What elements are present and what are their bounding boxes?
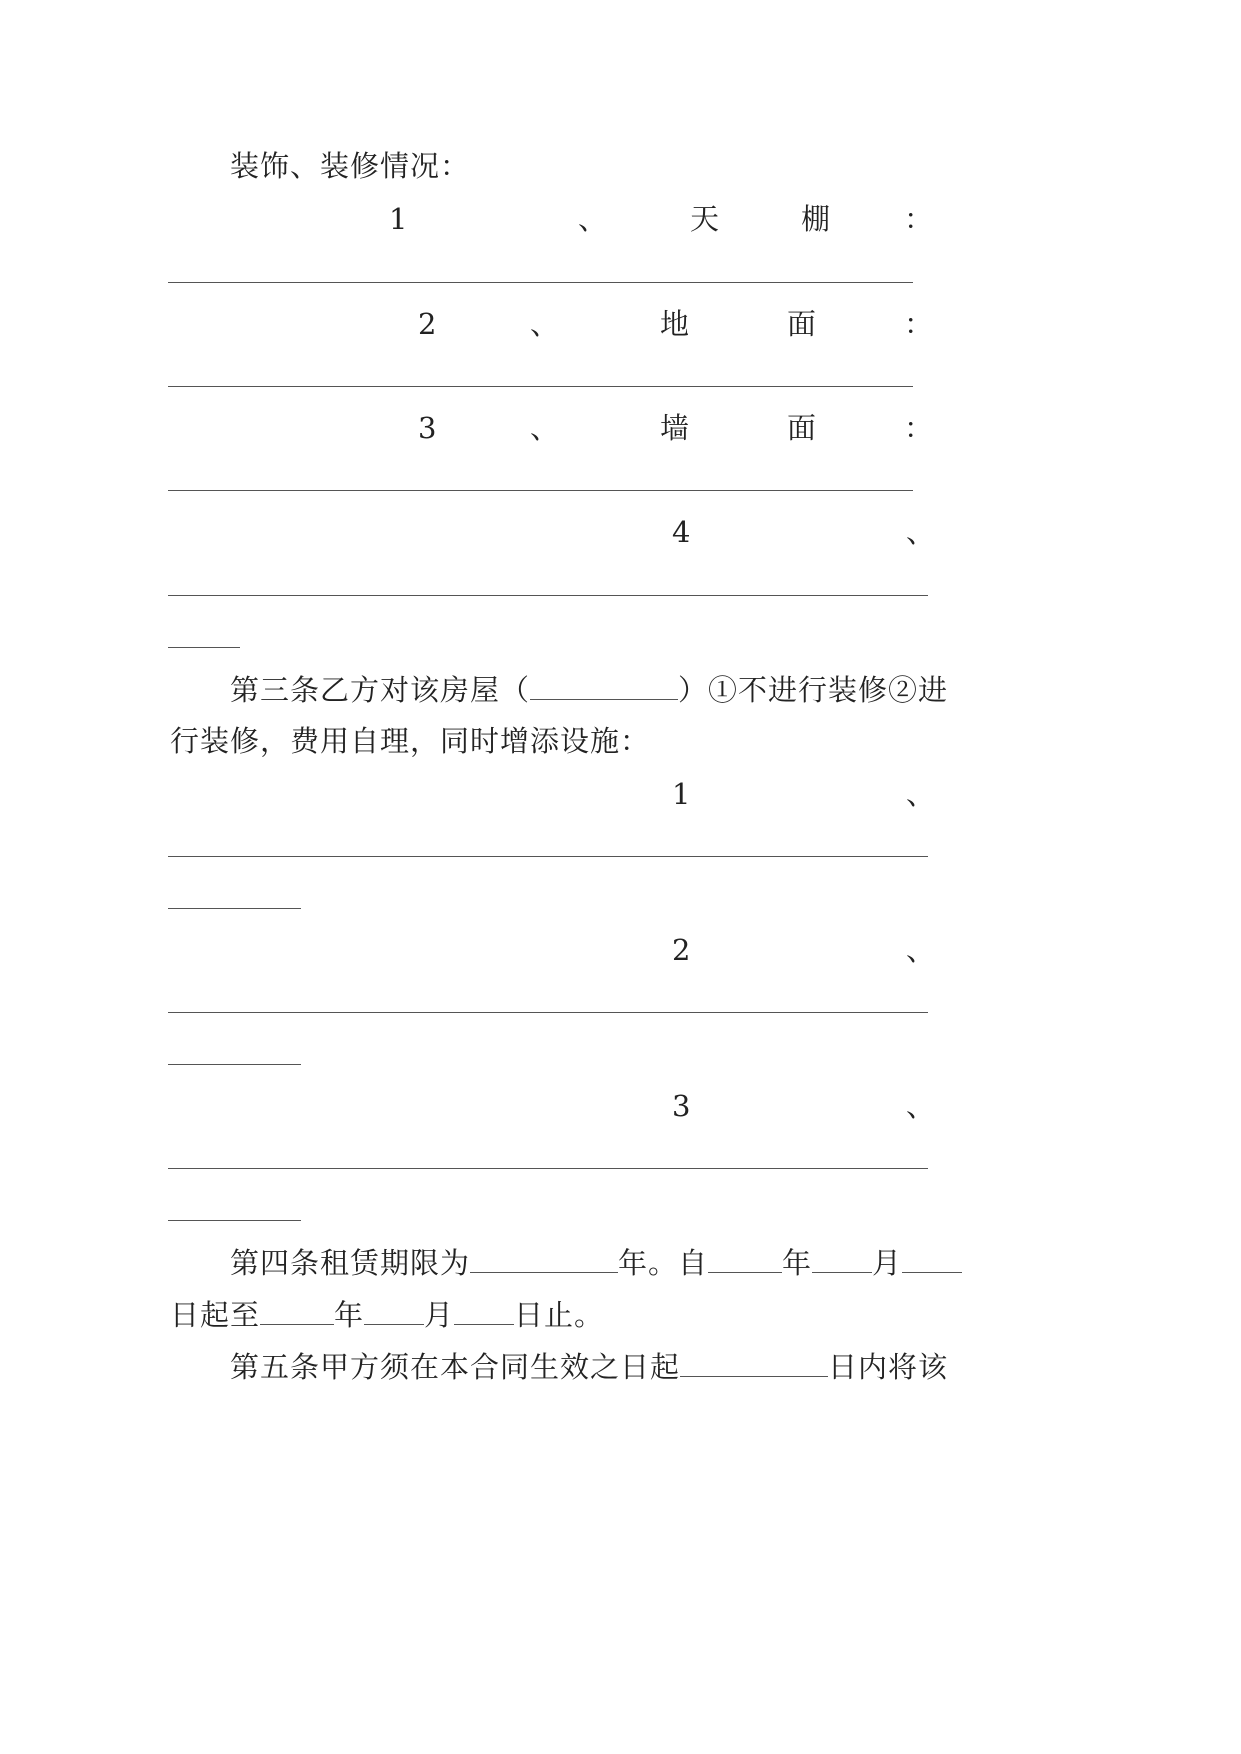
facility-1-fill-line-tail (168, 908, 301, 909)
facility-1-number: 1 (672, 777, 691, 811)
article5-line1 (230, 1352, 948, 1382)
facility-3-separator: 、 (906, 1089, 936, 1123)
decor-item-1-separator: 、 (578, 202, 608, 236)
decor-item-4-fill-line (168, 595, 928, 596)
decor-item-1-fill-line (168, 282, 913, 283)
decor-item-1-number: 1 (389, 202, 408, 236)
article4-text-h: 日止。 (514, 1298, 605, 1332)
decor-item-3-number: 3 (418, 411, 437, 445)
decor-item-4-number: 4 (672, 515, 691, 549)
article4-start-year-blank (708, 1248, 782, 1273)
facility-2-fill-line (168, 1012, 928, 1013)
article3-line1 (230, 675, 948, 705)
decor-item-3-separator: 、 (530, 411, 560, 445)
facility-2-number: 2 (672, 933, 691, 967)
article3-blank (530, 675, 678, 700)
decor-item-2-fill-line (168, 386, 913, 387)
article3-text-b: ）①不进行装修②进 (678, 673, 949, 707)
facility-2-fill-line-tail (168, 1064, 301, 1065)
decor-item-3-char1: 墙 (660, 411, 690, 445)
article4-text-b: 年。自 (618, 1246, 709, 1280)
decor-item-3-char2: 面 (787, 411, 817, 445)
facility-3-fill-line (168, 1168, 928, 1169)
decor-item-1-char2: 棚 (801, 202, 831, 236)
decor-item-2-char1: 地 (660, 307, 690, 341)
article5-text-b: 日内将该 (828, 1350, 949, 1384)
article4-text-g: 月 (424, 1298, 455, 1332)
article4-end-year-blank (260, 1300, 334, 1325)
decor-item-3-fill-line (168, 490, 913, 491)
decor-item-2-colon: ： (904, 307, 934, 341)
article4-text-a: 第四条租赁期限为 (230, 1246, 471, 1280)
article4-text-d: 月 (872, 1246, 903, 1280)
article4-line2 (170, 1300, 604, 1330)
article4-text-c: 年 (782, 1246, 813, 1280)
decor-item-1-char1: 天 (690, 202, 720, 236)
article4-end-day-blank (454, 1300, 514, 1325)
facility-1-fill-line (168, 856, 928, 857)
decor-item-2-char2: 面 (787, 307, 817, 341)
decor-item-3-colon: ： (904, 411, 934, 445)
article4-term-blank (470, 1248, 618, 1273)
article4-start-month-blank (812, 1248, 872, 1273)
facility-1-separator: 、 (906, 777, 936, 811)
facility-3-number: 3 (672, 1089, 691, 1123)
article5-days-blank (680, 1352, 828, 1377)
decor-item-1-colon: ： (904, 202, 934, 236)
decor-item-2-number: 2 (418, 307, 437, 341)
decor-item-4-fill-line-tail (168, 647, 240, 648)
facility-3-fill-line-tail (168, 1220, 301, 1221)
article4-line1 (230, 1248, 962, 1278)
article4-text-f: 年 (334, 1298, 365, 1332)
article3-line2: 行装修，费用自理，同时增添设施： (170, 724, 651, 758)
article4-start-day-blank (902, 1248, 962, 1273)
decor-item-2-separator: 、 (530, 307, 560, 341)
decor-item-4-separator: 、 (906, 515, 936, 549)
article4-end-month-blank (364, 1300, 424, 1325)
article5-text-a: 第五条甲方须在本合同生效之日起 (230, 1350, 681, 1384)
article3-text-a: 第三条乙方对该房屋（ (230, 673, 531, 707)
article4-text-e: 日起至 (170, 1298, 261, 1332)
decor-heading: 装饰、装修情况： (230, 149, 471, 183)
facility-2-separator: 、 (906, 933, 936, 967)
